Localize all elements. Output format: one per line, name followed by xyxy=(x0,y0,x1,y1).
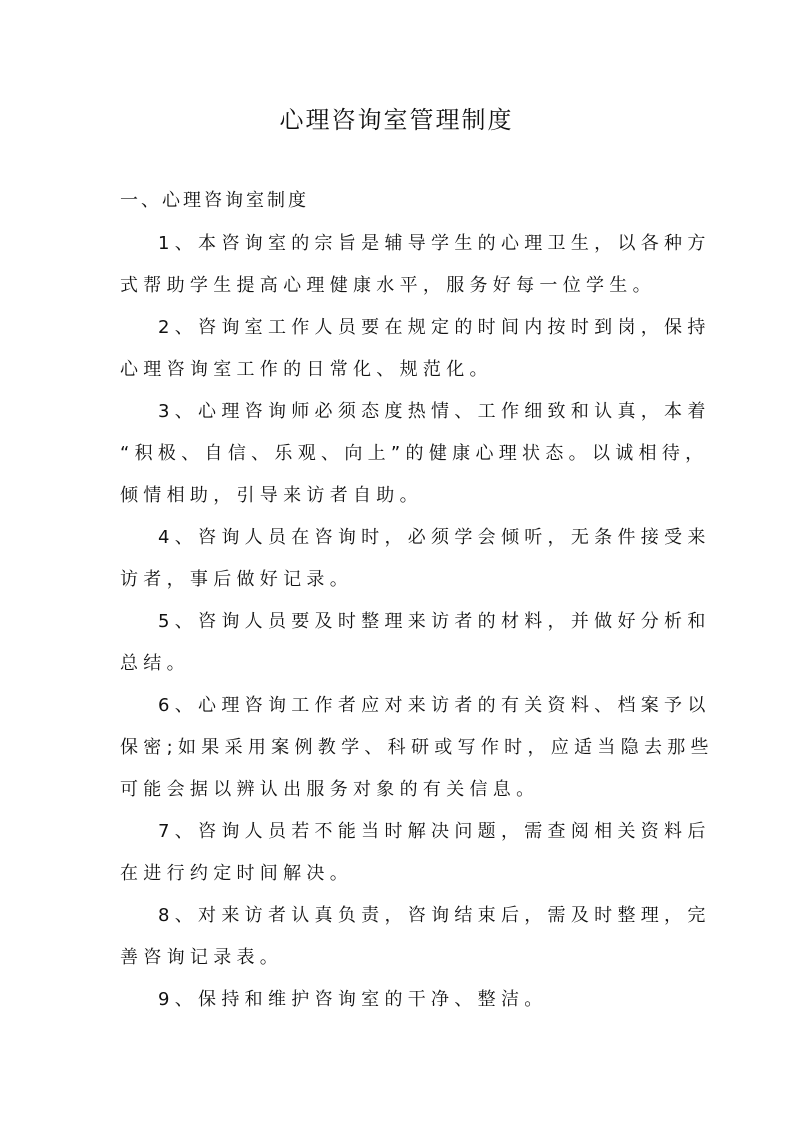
text-line: 8、对来访者认真负责，咨询结束后，需及时整理，完 xyxy=(158,905,711,926)
text-line: 3、心理咨询师必须态度热情、工作细致和认真，本着 xyxy=(158,401,711,422)
text-line: “积极、自信、乐观、向上”的健康心理状态。以诚相待， xyxy=(120,443,709,464)
text-line: 保密;如果采用案例教学、科研或写作时，应适当隐去那些 xyxy=(120,737,714,758)
text-line: 4、咨询人员在咨询时，必须学会倾听，无条件接受来 xyxy=(158,527,711,548)
text-line: 1、本咨询室的宗旨是辅导学生的心理卫生，以各种方 xyxy=(158,233,711,254)
text-line: 9、保持和维护咨询室的干净、整洁。 xyxy=(158,989,548,1010)
text-line: 2、咨询室工作人员要在规定的时间内按时到岗，保持 xyxy=(158,317,711,338)
text-line: 总结。 xyxy=(120,653,190,674)
text-line: 7、咨询人员若不能当时解决问题，需查阅相关资料后 xyxy=(158,821,711,842)
document-title: 心理咨询室管理制度 xyxy=(279,106,514,134)
text-line: 倾情相助，引导来访者自助。 xyxy=(120,485,423,506)
text-line: 5、咨询人员要及时整理来访者的材料，并做好分析和 xyxy=(158,611,711,632)
text-line: 在进行约定时间解决。 xyxy=(120,863,353,884)
section-heading: 一、心理咨询室制度 xyxy=(120,190,309,211)
text-line: 访者，事后做好记录。 xyxy=(120,569,353,590)
text-line: 心理咨询室工作的日常化、规范化。 xyxy=(120,359,493,380)
text-line: 善咨询记录表。 xyxy=(120,947,284,968)
text-line: 式帮助学生提高心理健康水平，服务好每一位学生。 xyxy=(120,275,656,296)
text-line: 6、心理咨询工作者应对来访者的有关资料、档案予以 xyxy=(158,695,711,716)
text-line: 可能会据以辨认出服务对象的有关信息。 xyxy=(120,779,540,800)
